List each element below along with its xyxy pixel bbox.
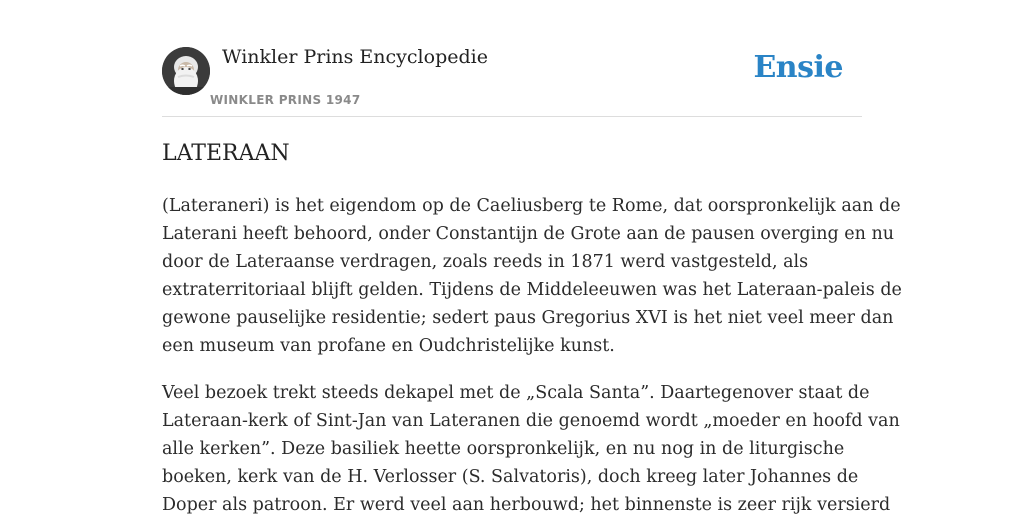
brand-logo[interactable]: Ensie <box>753 50 843 85</box>
paragraph-line: alle kerken”. Deze basiliek heette oorspronkelijk, en nu nog in de liturgische <box>162 439 845 459</box>
paragraph-line: door de Lateraanse verdragen, zoals reeds in 1871 werd vastgesteld, als <box>162 252 809 272</box>
paragraph-line: boeken, kerk van de H. Verlosser (S. Salvatoris), doch kreeg later Johannes de <box>162 467 859 487</box>
article-paragraph <box>162 379 900 519</box>
paragraph-line: Laterani heeft behoord, onder Constantijn de Grote aan de pausen overging en nu <box>162 224 894 244</box>
article-paragraph <box>162 192 902 360</box>
paragraph-line: Doper als patroon. Er werd veel aan herbouwd; het binnenste is zeer rijk versierd <box>162 495 891 515</box>
paragraph-line: een museum van profane en Oudchristelijke kunst. <box>162 336 615 356</box>
header <box>162 0 862 117</box>
paragraph-line: Lateraan-kerk of Sint-Jan van Lateranen die genoemd wordt „moeder en hoofd van <box>162 411 900 431</box>
page <box>162 0 902 515</box>
article-title: LATERAAN <box>162 141 290 166</box>
paragraph-line: extraterritoriaal blijft gelden. Tijdens de Middeleeuwen was het Lateraan-paleis de <box>162 280 902 300</box>
author-portrait-icon[interactable] <box>162 47 210 95</box>
site-title[interactable]: Winkler Prins Encyclopedie <box>222 46 488 68</box>
edition-label[interactable]: WINKLER PRINS 1947 <box>210 93 361 107</box>
paragraph-line: Veel bezoek trekt steeds dekapel met de „Scala Santa”. Daartegenover staat de <box>162 383 870 403</box>
paragraph-line: gewone pauselijke residentie; sedert paus Gregorius XVI is het niet veel meer dan <box>162 308 894 328</box>
paragraph-line: (Lateraneri) is het eigendom op de Caeliusberg te Rome, dat oorspronkelijk aan de <box>162 196 901 216</box>
